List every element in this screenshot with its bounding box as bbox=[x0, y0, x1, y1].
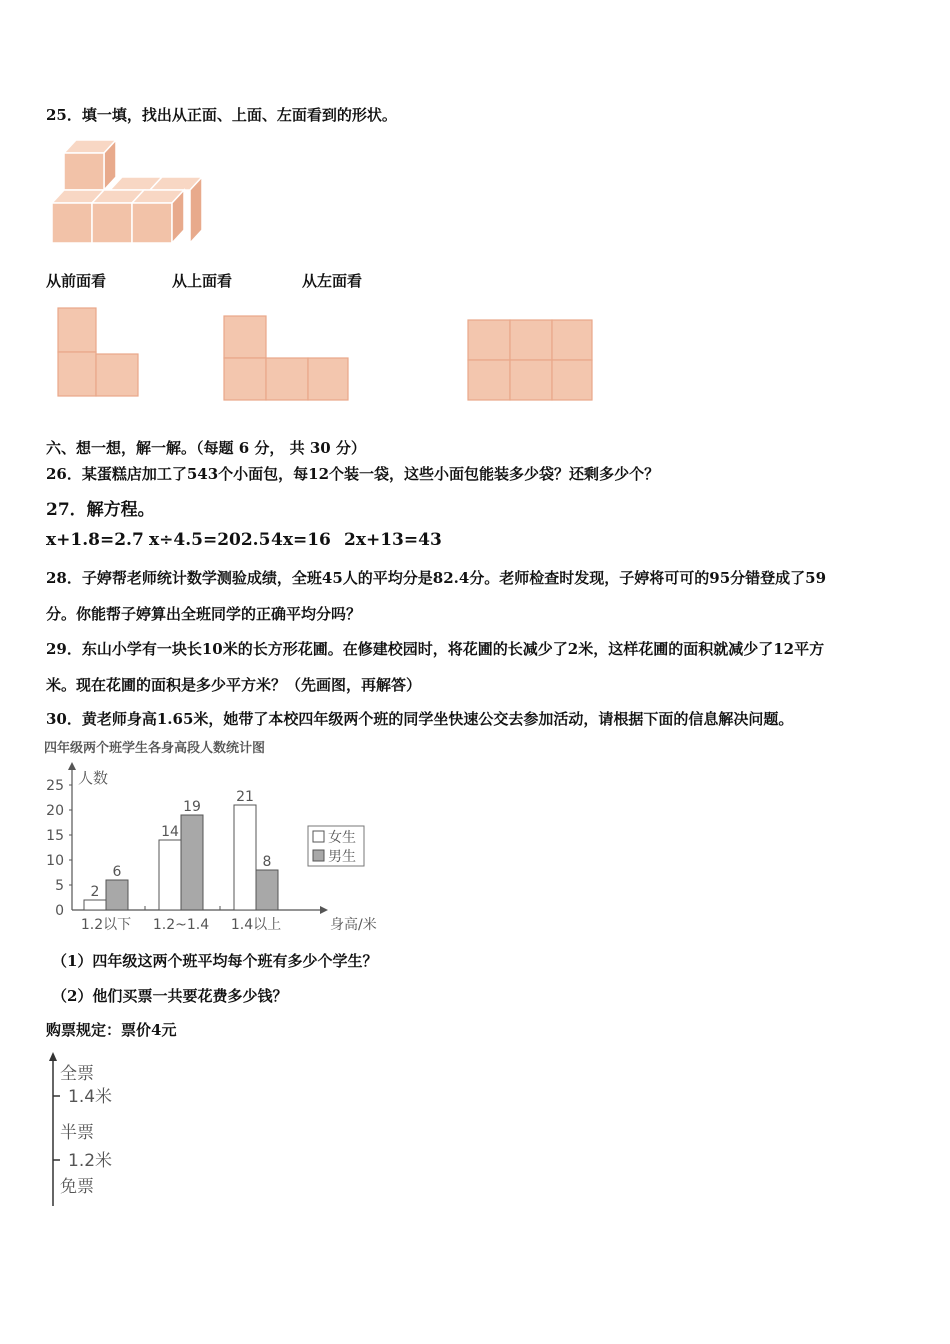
y-tick-label: 10 bbox=[46, 853, 64, 869]
y-tick-label: 25 bbox=[46, 778, 64, 794]
q27-eq4: 2x+13=43 bbox=[344, 530, 442, 550]
q27-eq3: 4x=16 bbox=[271, 530, 331, 550]
q29-line2: 米。现在花圃的面积是多少平方米？（先画图，再解答） bbox=[46, 676, 422, 694]
ticket-mark-14: 1.4米 bbox=[68, 1087, 113, 1107]
bar-boys bbox=[181, 815, 203, 910]
y-axis-arrow bbox=[68, 762, 76, 770]
legend-swatch bbox=[313, 831, 324, 842]
q30-sub1: （1）四年级这两个班平均每个班有多少个学生？ bbox=[52, 952, 378, 970]
q26-text: 26．某蛋糕店加工了543个小面包，每12个装一袋，这些小面包能装多少袋？还剩多少个？ bbox=[46, 465, 660, 483]
view-shape-2 bbox=[222, 314, 352, 404]
view-label-top: 从上面看 bbox=[172, 272, 233, 290]
x-axis-label: 身高/米 bbox=[330, 917, 377, 933]
y-tick-label: 20 bbox=[46, 803, 64, 819]
q30-rule: 购票规定：票价4元 bbox=[46, 1021, 177, 1039]
x-tick-label: 1.4以上 bbox=[230, 917, 282, 933]
legend-swatch bbox=[313, 850, 324, 861]
y-tick-label: 5 bbox=[55, 878, 64, 894]
bar-value-label: 19 bbox=[183, 799, 201, 815]
q27-title: 27．解方程。 bbox=[46, 500, 155, 520]
bar-value-label: 2 bbox=[90, 884, 100, 900]
x-tick-label: 1.2~1.4 bbox=[152, 917, 210, 933]
ticket-free-label: 免票 bbox=[60, 1177, 94, 1197]
bar-value-label: 14 bbox=[161, 824, 179, 840]
ticket-full-label: 全票 bbox=[60, 1064, 94, 1084]
y-tick-label: 15 bbox=[46, 828, 64, 844]
q30-text: 30．黄老师身高1.65米，她带了本校四年级两个班的同学坐快速公交去参加活动，请根据下面的信息解决问题。 bbox=[46, 710, 794, 728]
q25-text: 25．填一填，找出从正面、上面、左面看到的形状。 bbox=[46, 106, 397, 124]
cube-stack-figure bbox=[50, 135, 210, 250]
q28-line1: 28．子婷帮老师统计数学测验成绩，全班45人的平均分是82.4分。老师检查时发现，子婷将可可的95分错登成了59 bbox=[46, 569, 827, 587]
section6-heading: 六、想一想，解一解。（每题 6 分， 共 30 分） bbox=[46, 439, 366, 457]
bar-value-label: 21 bbox=[236, 789, 254, 805]
bar-boys bbox=[106, 880, 128, 910]
bar-value-label: 8 bbox=[262, 854, 272, 870]
ticket-half-label: 半票 bbox=[60, 1123, 94, 1143]
height-bar-chart bbox=[40, 738, 380, 938]
y-tick-label: 0 bbox=[55, 903, 64, 919]
bar-boys bbox=[256, 870, 278, 910]
q29-line1: 29．东山小学有一块长10米的长方形花圃。在修建校园时，将花圃的长减少了2米，这样花圃的面积就减少了12平方 bbox=[46, 640, 825, 658]
q27-eq2: x÷4.5=202.5 bbox=[149, 530, 271, 550]
ticket-scale-figure bbox=[46, 1052, 166, 1212]
q28-line2: 分。你能帮子婷算出全班同学的正确平均分吗？ bbox=[46, 605, 362, 623]
view-label-front: 从前面看 bbox=[46, 272, 107, 290]
q30-sub2: （2）他们买票一共要花费多少钱？ bbox=[52, 987, 288, 1005]
x-axis-arrow bbox=[320, 906, 328, 914]
bar-value-label: 6 bbox=[112, 864, 122, 880]
legend-label: 男生 bbox=[328, 849, 356, 865]
view-shape-3 bbox=[466, 318, 596, 404]
bar-girls bbox=[84, 900, 106, 910]
bar-girls bbox=[234, 805, 256, 910]
legend-label: 女生 bbox=[328, 830, 356, 846]
view-shape-1 bbox=[56, 306, 146, 401]
q27-eq1: x+1.8=2.7 bbox=[46, 530, 144, 550]
chart-title: 四年级两个班学生各身高段人数统计图 bbox=[44, 741, 266, 756]
view-label-left: 从左面看 bbox=[302, 272, 363, 290]
y-axis-label: 人数 bbox=[78, 769, 109, 787]
x-tick-label: 1.2以下 bbox=[80, 917, 132, 933]
ticket-mark-12: 1.2米 bbox=[68, 1151, 113, 1171]
bar-girls bbox=[159, 840, 181, 910]
